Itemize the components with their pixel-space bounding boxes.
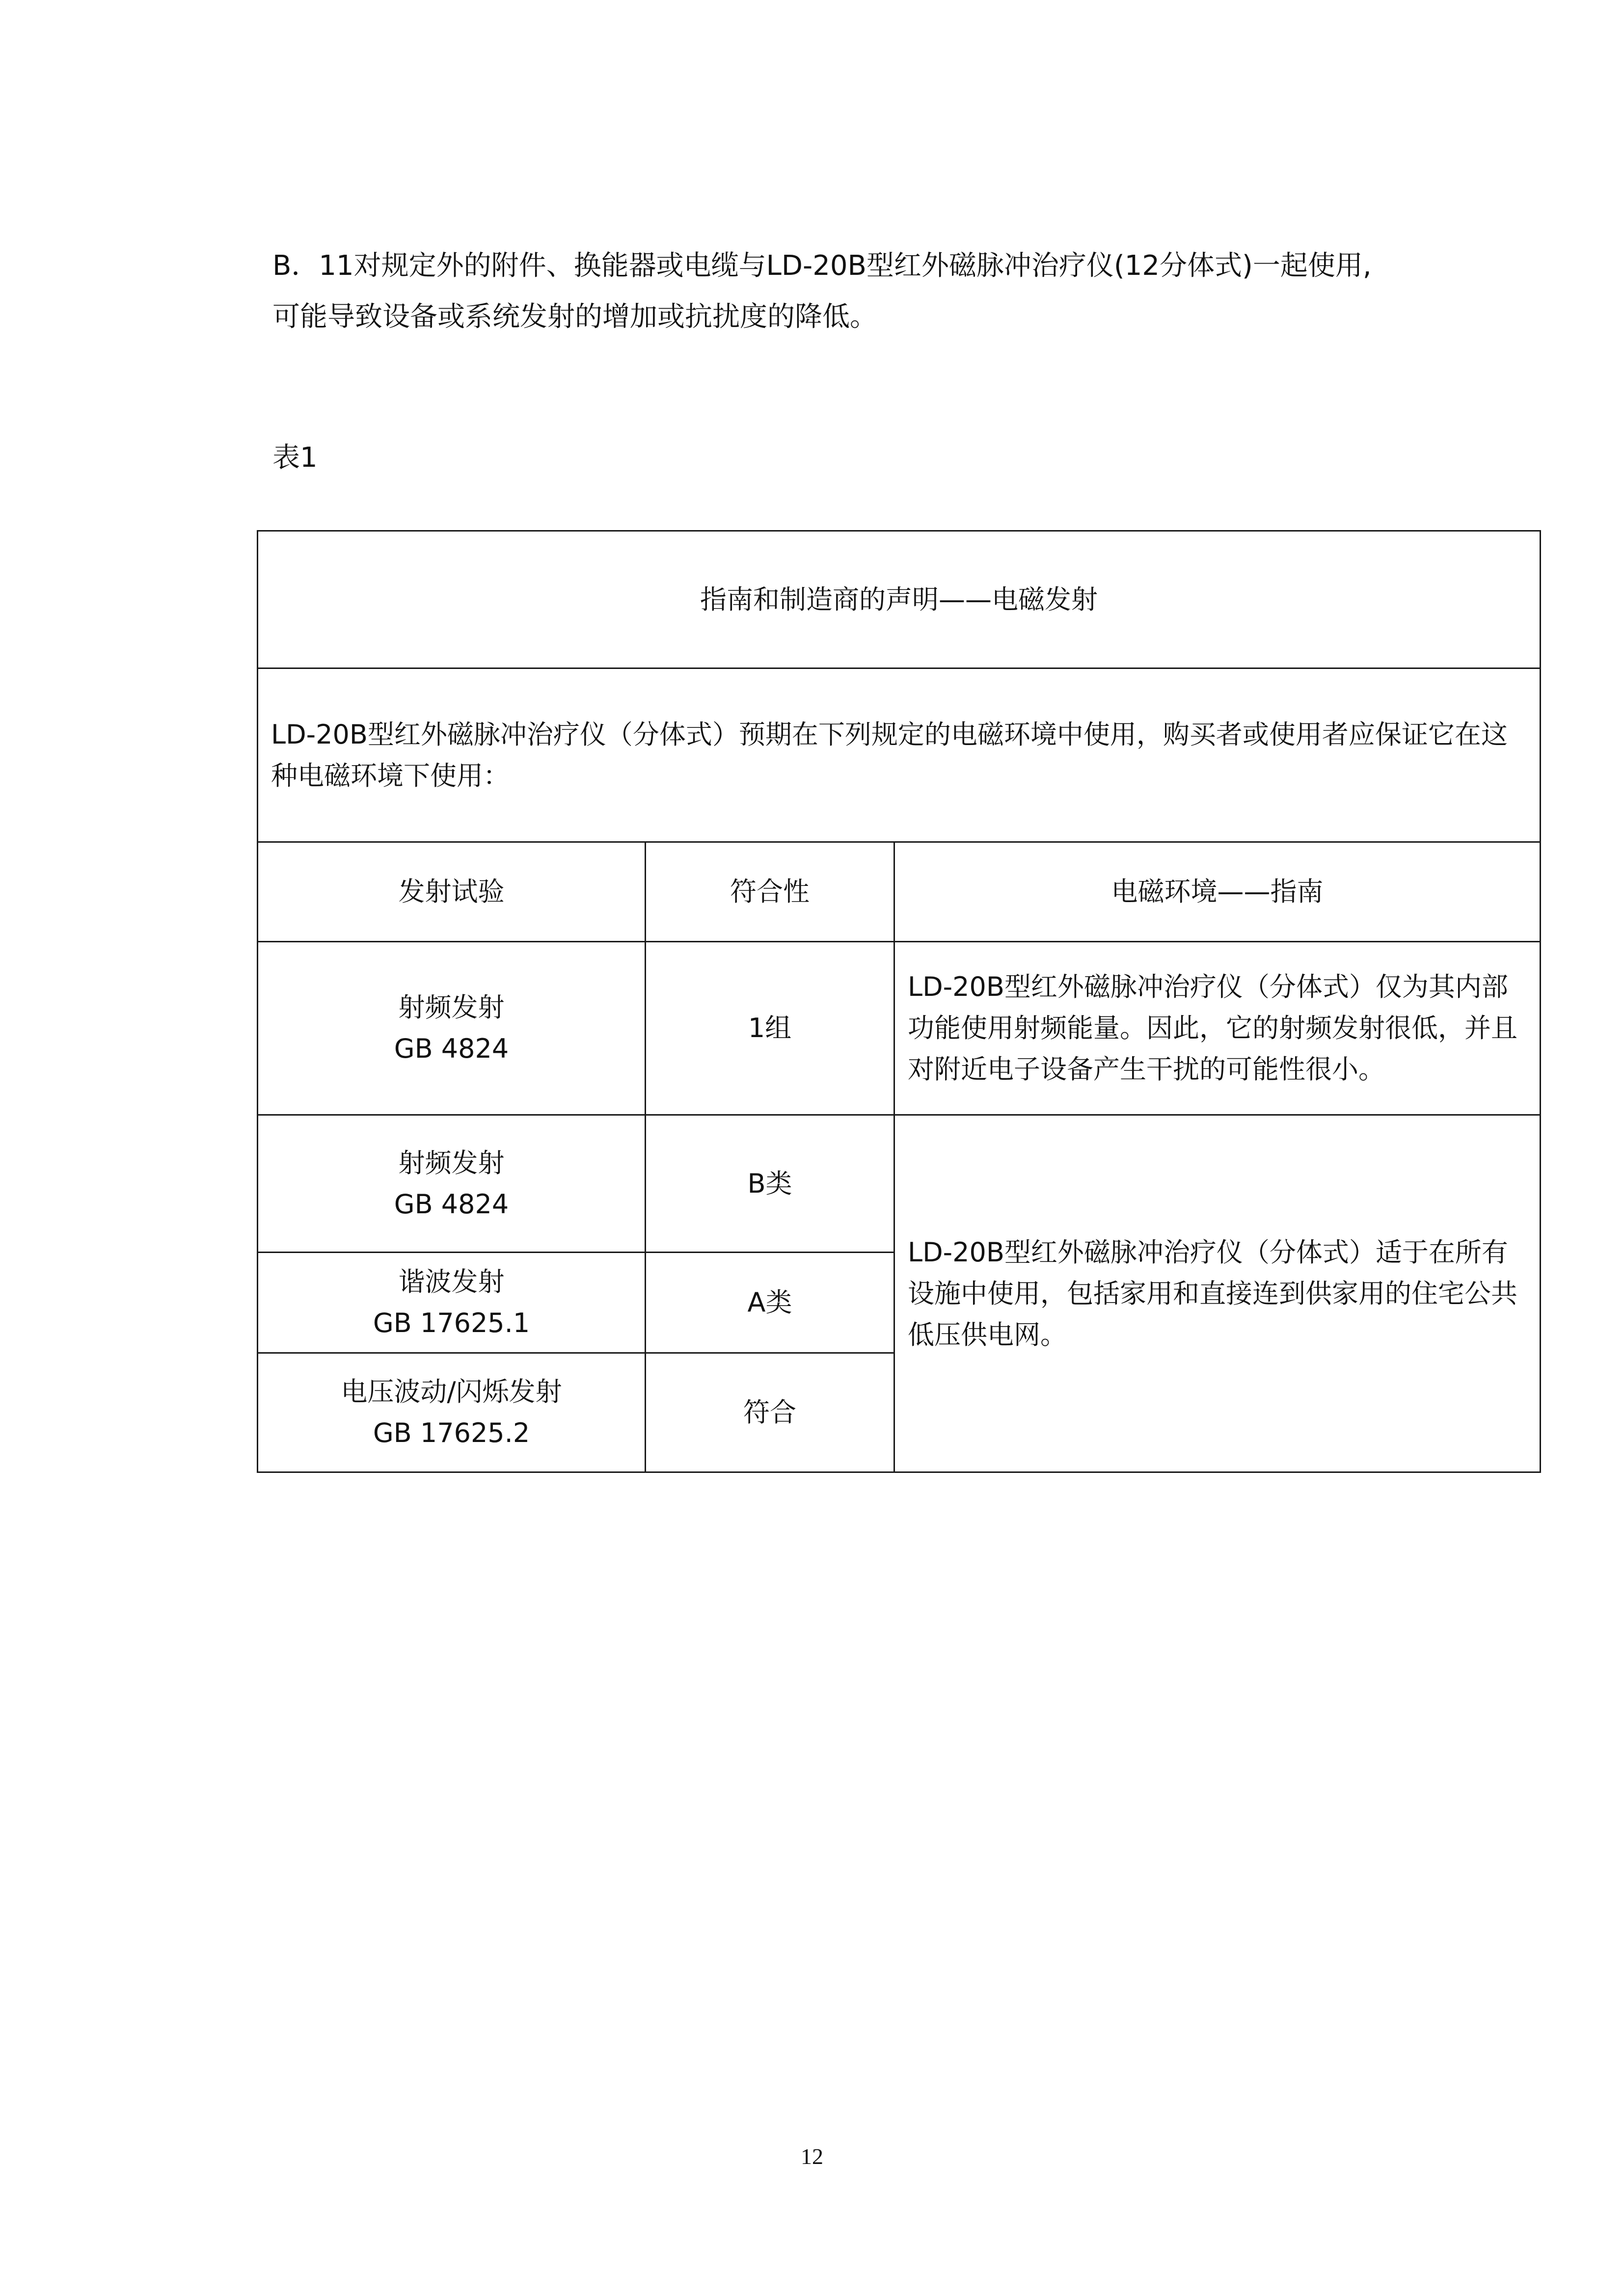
table-title: 指南和制造商的声明——电磁发射 — [258, 531, 1541, 668]
header-compliance: 符合性 — [646, 842, 894, 942]
emission-test-name: 谐波发射 — [398, 1266, 505, 1297]
table-header-row — [258, 842, 1541, 942]
intro-paragraph — [272, 240, 1549, 343]
paragraph-line: B．11对规定外的附件、换能器或电缆与LD-20B型红外磁脉冲治疗仪(12分体式)一起使用, — [272, 250, 1372, 282]
table-intro: LD-20B型红外磁脉冲治疗仪（分体式）预期在下列规定的电磁环境中使用，购买者或使用者应保证它在这种电磁环境下使用： — [258, 668, 1541, 842]
emission-test-name: 射频发射 — [398, 1147, 505, 1178]
compliance-cell: A类 — [646, 1253, 894, 1353]
table-title-row — [258, 531, 1541, 668]
paragraph-line: 可能导致设备或系统发射的增加或抗扰度的降低。 — [272, 301, 877, 333]
emission-standard: GB 17625.2 — [373, 1417, 530, 1448]
table-row — [258, 1115, 1541, 1253]
guidance-cell: LD-20B型红外磁脉冲治疗仪（分体式）适于在所有设施中使用，包括家用和直接连到供家用的住宅公共低压供电网。 — [894, 1115, 1541, 1472]
emission-test-cell — [258, 1115, 646, 1253]
emission-test-cell — [258, 1353, 646, 1472]
header-emission-test: 发射试验 — [258, 842, 646, 942]
table-caption: 表1 — [272, 442, 318, 474]
header-guidance: 电磁环境——指南 — [894, 842, 1541, 942]
table-intro-row — [258, 668, 1541, 842]
emission-standard: GB 4824 — [394, 1033, 509, 1064]
emission-test-cell — [258, 942, 646, 1115]
emission-standard: GB 17625.1 — [373, 1308, 530, 1338]
guidance-cell: LD-20B型红外磁脉冲治疗仪（分体式）仅为其内部功能使用射频能量。因此，它的射频发射很低，并且对附近电子设备产生干扰的可能性很小。 — [894, 942, 1541, 1115]
compliance-cell: 1组 — [646, 942, 894, 1115]
page-number: 12 — [801, 2144, 823, 2169]
emission-test-name: 电压波动/闪烁发射 — [341, 1376, 562, 1407]
emission-test-name: 射频发射 — [398, 992, 505, 1023]
table-row — [258, 942, 1541, 1115]
emission-standard: GB 4824 — [394, 1188, 509, 1220]
emission-declaration-table — [257, 530, 1541, 1473]
compliance-cell: 符合 — [646, 1353, 894, 1472]
compliance-cell: B类 — [646, 1115, 894, 1253]
emission-test-cell — [258, 1253, 646, 1353]
